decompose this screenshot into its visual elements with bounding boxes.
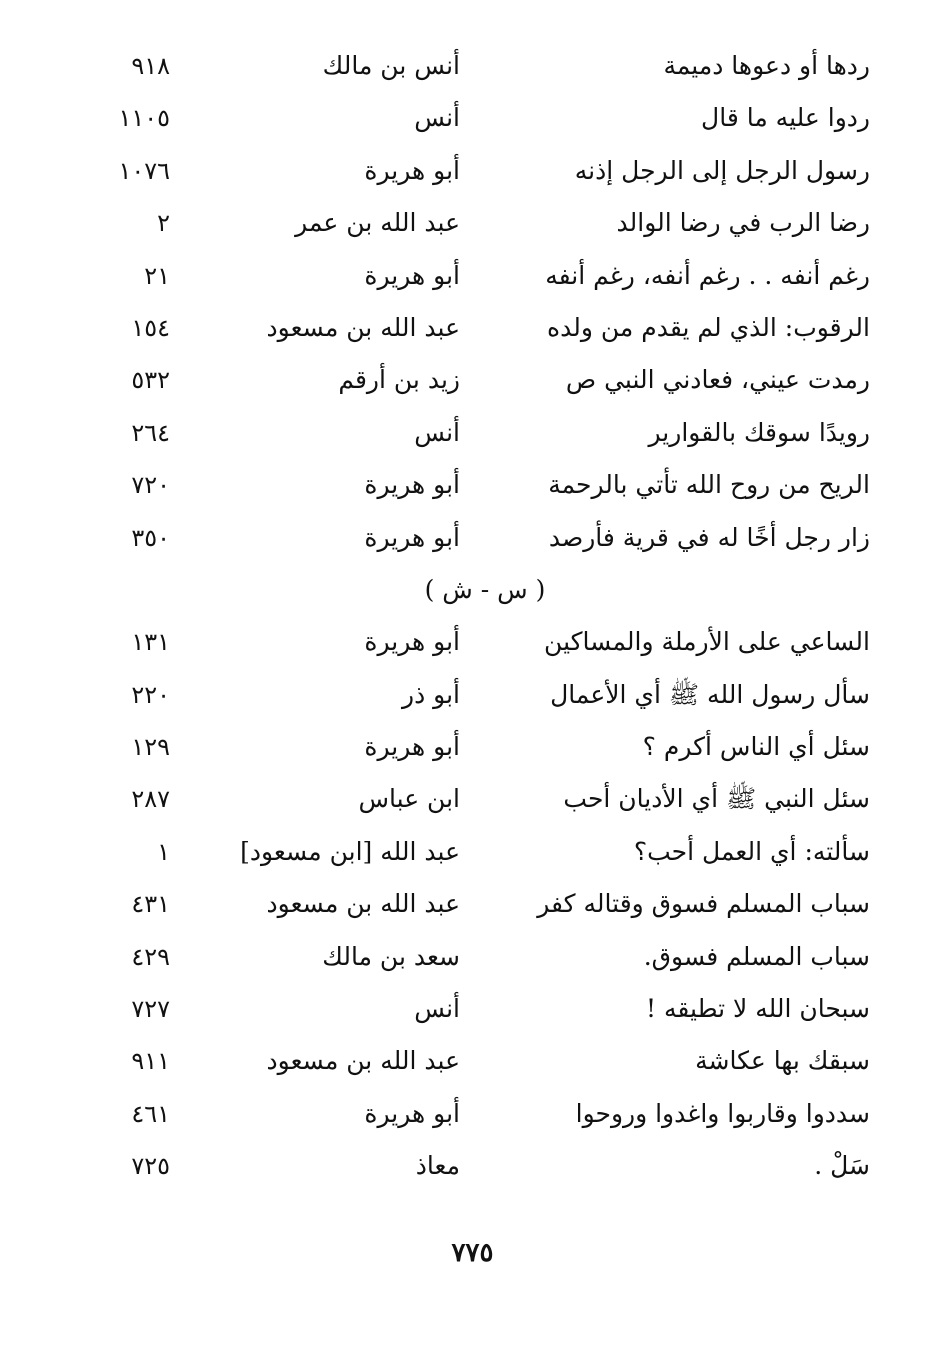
- hadith-number: ٢١: [144, 261, 170, 290]
- index-row: [60, 354, 880, 406]
- hadith-text: سباب المسلم فسوق وقتاله كفر: [537, 889, 870, 919]
- narrator-name: أبو هريرة: [364, 522, 460, 552]
- hadith-text: سئل أي الناس أكرم ؟: [642, 732, 870, 762]
- hadith-text: رضا الرب في رضا الوالد: [616, 208, 870, 238]
- index-row: [60, 302, 880, 354]
- hadith-text: سددوا وقاربوا واغدوا وروحوا: [575, 1098, 870, 1128]
- narrator-name: أبو هريرة: [364, 732, 460, 762]
- hadith-number: ١٠٧٦: [118, 156, 170, 185]
- hadith-number: ١: [157, 837, 170, 866]
- narrator-name: أبو هريرة: [364, 1098, 460, 1128]
- narrator-name: أبو هريرة: [364, 470, 460, 500]
- index-row: [60, 721, 880, 773]
- hadith-number: ٢٦٤: [131, 418, 170, 447]
- hadith-number: ٧٢٥: [131, 1152, 170, 1181]
- hadith-number: ١١٠٥: [118, 104, 170, 133]
- narrator-name: عبد الله بن عمر: [295, 208, 460, 238]
- hadith-text: زار رجل أخًا له في قرية فأرصد: [548, 522, 870, 552]
- index-row: [60, 983, 880, 1035]
- index-row: [60, 669, 880, 721]
- index-row: [60, 1140, 880, 1192]
- hadith-number: ٤٢٩: [131, 942, 170, 971]
- hadith-text: الساعي على الأرملة والمساكين: [544, 627, 870, 657]
- narrator-name: أنس: [414, 417, 460, 447]
- narrator-name: ابن عباس: [358, 784, 460, 814]
- narrator-name: عبد الله بن مسعود: [266, 889, 460, 919]
- index-row: [60, 773, 880, 825]
- narrator-name: عبد الله [ابن مسعود]: [240, 836, 460, 866]
- narrator-name: زيد بن أرقم: [338, 365, 460, 395]
- hadith-number: ١٥٤: [131, 313, 170, 342]
- index-row: [60, 40, 880, 92]
- page-number: ٧٧٥: [451, 1238, 494, 1268]
- hadith-number: ٧٢٧: [131, 995, 170, 1024]
- hadith-number: ٤٣١: [131, 890, 170, 919]
- hadith-number: ٧٢٠: [131, 471, 170, 500]
- index-row: [60, 92, 880, 144]
- narrator-name: سعد بن مالك: [322, 941, 460, 971]
- index-row: [60, 512, 880, 564]
- hadith-number: ٢: [157, 209, 170, 238]
- hadith-text: رسول الرجل إلى الرجل إذنه: [574, 155, 870, 185]
- narrator-name: أبو هريرة: [364, 627, 460, 657]
- narrator-name: معاذ: [415, 1151, 460, 1181]
- hadith-text: رغم أنفه . . رغم أنفه، رغم أنفه: [545, 260, 870, 290]
- hadith-text: سَلْ .: [814, 1151, 870, 1181]
- hadith-number: ١٣١: [131, 628, 170, 657]
- hadith-number: ٩١٨: [131, 52, 170, 80]
- narrator-name: عبد الله بن مسعود: [266, 312, 460, 342]
- section-heading: [60, 564, 880, 616]
- hadith-text: سأل رسول الله ﷺ أي الأعمال: [550, 679, 870, 709]
- hadith-index-table: [60, 40, 880, 1193]
- index-row: [60, 250, 880, 302]
- hadith-number: ٢٨٧: [131, 785, 170, 814]
- hadith-text: سألته: أي العمل أحب؟: [633, 836, 870, 866]
- index-row: [60, 616, 880, 668]
- hadith-number: ٣٥٠: [131, 523, 170, 552]
- index-row: [60, 826, 880, 878]
- narrator-name: عبد الله بن مسعود: [266, 1046, 460, 1076]
- narrator-name: أنس: [414, 994, 460, 1024]
- hadith-number: ٢٢٠: [131, 680, 170, 709]
- index-row: [60, 459, 880, 511]
- hadith-number: ٥٣٢: [131, 366, 170, 395]
- hadith-text: الريح من روح الله تأتي بالرحمة: [548, 470, 870, 500]
- hadith-text: ردها أو دعوها دميمة: [663, 51, 870, 80]
- index-row: [60, 145, 880, 197]
- hadith-number: ٤٦١: [131, 1099, 170, 1128]
- hadith-text: سئل النبي ﷺ أي الأديان أحب: [563, 784, 870, 814]
- section-heading-text: ( س - ش ): [424, 574, 546, 604]
- index-row: [60, 1035, 880, 1087]
- hadith-text: سباب المسلم فسوق.: [643, 941, 870, 971]
- index-row: [60, 878, 880, 930]
- narrator-name: أبو هريرة: [364, 155, 460, 185]
- index-row: [60, 197, 880, 249]
- index-row: [60, 1088, 880, 1140]
- narrator-name: أبو ذر: [402, 679, 460, 709]
- hadith-text: سبحان الله لا تطيقه !: [646, 994, 870, 1024]
- hadith-text: رمدت عيني، فعادني النبي ص: [565, 365, 870, 395]
- hadith-text: رويدًا سوقك بالقوارير: [648, 417, 870, 447]
- hadith-text: سبقك بها عكاشة: [695, 1046, 870, 1076]
- narrator-name: أنس بن مالك: [322, 51, 460, 80]
- index-row: [60, 407, 880, 459]
- hadith-text: الرقوب: الذي لم يقدم من ولده: [547, 312, 870, 342]
- hadith-number: ١٢٩: [131, 733, 170, 762]
- hadith-number: ٩١١: [131, 1047, 170, 1076]
- narrator-name: أبو هريرة: [364, 260, 460, 290]
- index-row: [60, 931, 880, 983]
- narrator-name: أنس: [414, 103, 460, 133]
- hadith-text: ردوا عليه ما قال: [701, 103, 870, 133]
